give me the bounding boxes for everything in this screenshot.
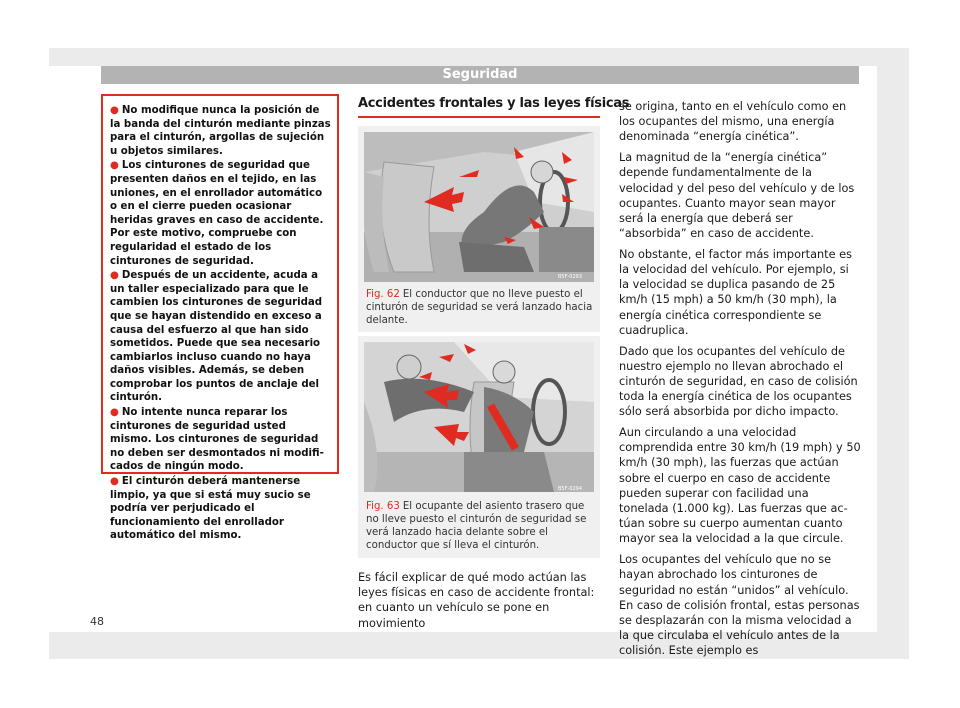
- figure-label: Fig. 63: [366, 501, 400, 512]
- right-column: [619, 99, 861, 664]
- warning-item: ● No intente nunca reparar los cinturones de seguridad usted mismo. Los cinturones de seguridad no deben ser desmontados ni modificados de ningún modo.: [110, 407, 324, 473]
- bullet-icon: ●: [110, 105, 119, 116]
- bullet-icon: ●: [110, 407, 119, 419]
- body-paragraph: Aun circulando a una velocidad comprendida entre 30 km/h (19 mph) y 50 km/h (30 mph), las fuerzas que actúan sobre el cuerpo en caso de accidente pueden superar con facilidad una tonelada (1.000 kg). Las fuerzas que actúan sobre su cuerpo aumentan cuanto mayor sea la velocidad a la que circule.: [619, 426, 861, 546]
- body-paragraph: se origina, tanto en el vehículo como en los ocupantes del mismo, una energía denominada “energía cinética”.: [619, 100, 847, 144]
- figure-63: [358, 336, 600, 558]
- figure-caption: Fig. 62 El conductor que no lleve puesto el cinturón de seguridad se verá lanzado hacia delante.: [366, 289, 593, 326]
- intro-paragraph: Es fácil explicar de qué modo actúan las leyes físicas en caso de accidente frontal: en cuanto un vehículo se pone en movimiento: [358, 571, 595, 630]
- rear-passenger-crash-illustration: [364, 342, 594, 492]
- body-paragraph: Dado que los ocupantes del vehículo de nuestro ejemplo no llevan abrochado el cinturón de seguridad, en caso de colisión toda la energía cinética de los ocupantes sólo será absorbida por dicho impacto.: [619, 344, 858, 419]
- body-paragraph: No obstante, el factor más importante es la velocidad del vehículo. Por ejemplo, si la velocidad se duplica pasando de 25 km/h (15 mph) a 50 km/h (30 mph), la energía cinética correspondiente se cuadruplica.: [619, 247, 852, 337]
- figure-caption: Fig. 63 El ocupante del asiento trasero que no lleve puesto el cinturón de seguridad se verá lanzado hacia delante sobre el conductor que sí lleva el cinturón.: [366, 501, 587, 551]
- body-paragraph: Los ocupantes del vehículo que no se hayan abrochado los cinturones de seguridad no están “unidos” al vehículo. En caso de colisión frontal, estas personas se desplazarán con la misma velocidad a la que circulaba el vehículo antes de la colisión. Este ejemplo es: [619, 553, 860, 658]
- figure-label: Fig. 62: [366, 289, 400, 300]
- bullet-icon: ●: [110, 476, 119, 488]
- section-title: Accidentes frontales y las leyes físicas: [358, 96, 600, 118]
- figure-code: B5F-0294: [558, 486, 583, 492]
- warning-item: ● El cinturón deberá mantenerse limpio, ya que si está muy sucio se podría ver perjudicado el funcionamiento del enrollador automático del mismo.: [110, 476, 311, 542]
- body-paragraph: La magnitud de la “energía cinética” depende fundamentalmente de la velocidad y del peso del vehículo y de los ocupantes. Cuanto mayor sean mayor será la energía que deberá ser “absorbida” en caso de accidente.: [619, 151, 855, 241]
- figure-code: B5F-0293: [558, 274, 583, 280]
- section-column: [358, 96, 630, 118]
- page-header: Seguridad: [101, 66, 859, 84]
- warning-item: ● No modifique nunca la posición de la banda del cinturón mediante pinzas para el cinturón, argollas de sujeción u objetos similares.: [110, 105, 331, 157]
- warning-box: [101, 94, 339, 542]
- warning-list: [103, 96, 337, 543]
- figure-62: [358, 126, 600, 332]
- warning-item: ● Los cinturones de seguridad que presenten daños en el tejido, en las uniones, en el enrollador automático o en el cierre pueden ocasionar heridas graves en caso de accidente. Por este motivo, compruebe con regularidad el estado de los cinturones de seguridad.: [110, 160, 324, 267]
- warning-item: ● Después de un accidente, acuda a un taller especializado para que le cambien los cinturones de seguridad que se hayan distendido en exceso a causa del esfuerzo al que han sido sometidos. Puede que sea necesario cambiarlos incluso cuando no haya daños visibles. Además, se deben comprobar los puntos de anclaje del cinturón.: [110, 270, 323, 404]
- driver-crash-illustration: [364, 132, 594, 282]
- bullet-icon: ●: [110, 270, 119, 282]
- bullet-icon: ●: [110, 160, 119, 172]
- page-number: 48: [90, 615, 104, 628]
